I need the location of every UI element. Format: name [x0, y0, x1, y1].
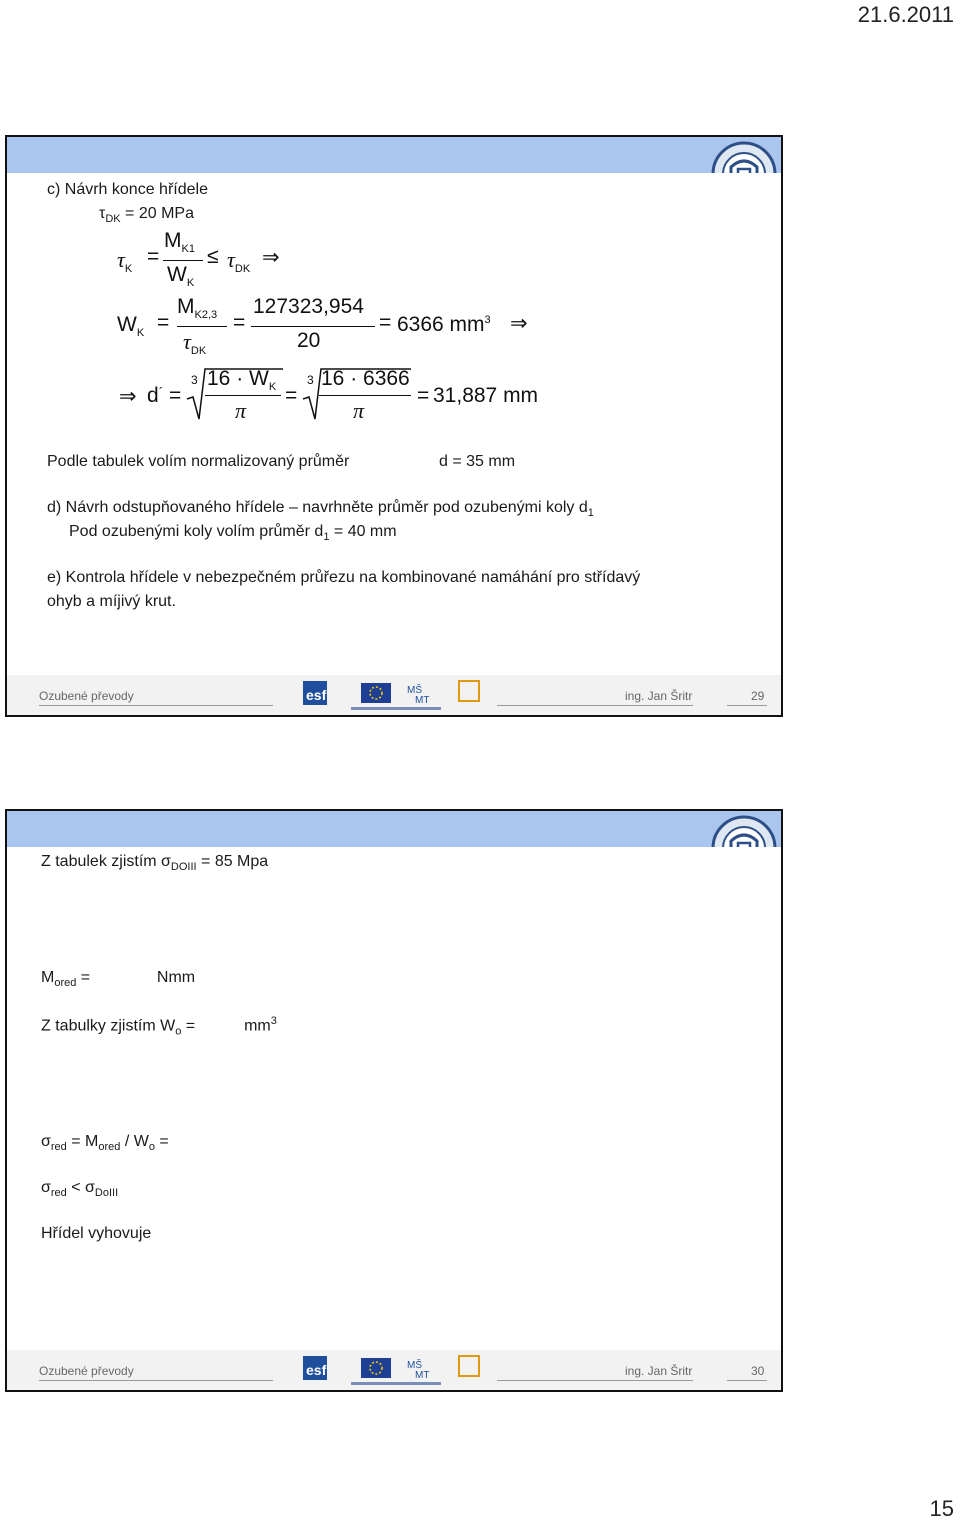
svg-text:esf: esf [306, 687, 327, 703]
footer-title: Ozubené převody [39, 689, 134, 703]
section-modulus-line: Z tabulky zjistím $W_o = 5$ 510 $mm^3$ [41, 1015, 277, 1038]
eu-funding-logos [303, 679, 493, 713]
svg-text:MT: MT [415, 1370, 430, 1381]
slide-header-band [7, 137, 781, 173]
slide-header-band [7, 811, 781, 847]
slide-footer [7, 1350, 781, 1390]
footer-title: Ozubené převody [39, 1364, 134, 1378]
stress-check-line: $\sigma_{red} < \sigma_{DoIII}$ [41, 1179, 119, 1200]
allowable-stress-line: Z tabulek zjistím $\sigma_{DOIII} = 85$ Mpa [41, 853, 269, 874]
section-e-heading-line1: e) Kontrola hřídele v nebezpečném průřezu na kombinované namáhání pro střídavý [47, 569, 641, 586]
slide-29 [5, 135, 783, 717]
section-d-heading: d) Návrh odstupňovaného hřídele – navrhněte průměr pod ozubenými koly $d_1$ [47, 499, 594, 520]
norm-diameter-text: Podle tabulek volím normalizovaný průměr [47, 453, 350, 470]
footer-slide-number: 30 [751, 1364, 765, 1378]
footer-slide-number: 29 [751, 689, 765, 703]
norm-diameter-value: d = 35 mm [439, 453, 516, 470]
slide-content: c) Návrh konce hřídele $\tau_{DK} = 20$ MPa $\tau_K$ = $M_{K1}$ $W_K$ ≤ $\tau_{DK}$ ⇒ $W_K$ = $M_{K2,3}$ $\tau_{DK}$ = 127323,954 20 = 6366 $mm^3$ ⇒ ⇒ d´ = 3 $16 \cdot W_K$ π = 3 16 · 6366 π = 31,887 mm Podle tabulek volím normalizovaný průměr d = 35 mm d) Návrh odstupňovaného hřídele – navrhněte průměr pod ozubenými koly $d_1$ Pod ozubenými koly volím průměr $d_1 = 40$ mm e) Kontrola hřídele v nebezpečném průřezu na kombinované namáhání pro střídavý ohyb a míjivý krut. [7, 173, 781, 675]
section-c-heading: c) Návrh konce hřídele [47, 181, 208, 198]
svg-text:MŠ: MŠ [407, 1360, 422, 1371]
section-modulus-hidden-value: 5 510 [199, 1017, 240, 1035]
slide-content [7, 847, 781, 1350]
tau-dk-value: $\tau_{DK} = 20$ MPa [99, 205, 194, 226]
conclusion-line: Hřídel vyhovuje [41, 1225, 152, 1242]
eu-funding-logos [303, 1354, 493, 1388]
reduced-moment-hidden-value: 165 303 [94, 969, 153, 986]
footer-author: ing. Jan Šritr [625, 1364, 693, 1378]
slide-30 [5, 809, 783, 1392]
footer-author: ing. Jan Šritr [625, 689, 693, 703]
slide-footer [7, 675, 781, 715]
svg-text:esf: esf [306, 1362, 327, 1378]
page-number: 15 [929, 1496, 954, 1521]
date-header: 21.6.2011 [857, 2, 954, 27]
reduced-stress-formula: $\sigma_{red} = M_{ored} / W_o$ = [41, 1133, 169, 1154]
svg-text:MT: MT [415, 695, 430, 706]
section-d-diameter: Pod ozubenými koly volím průměr $d_1 = 40$ mm [69, 523, 397, 544]
svg-text:MŠ: MŠ [407, 685, 422, 696]
section-e-heading-line2: ohyb a míjivý krut. [47, 593, 176, 610]
reduced-moment-line: $M_{ored} = 165$ 303 Nmm [41, 969, 196, 990]
